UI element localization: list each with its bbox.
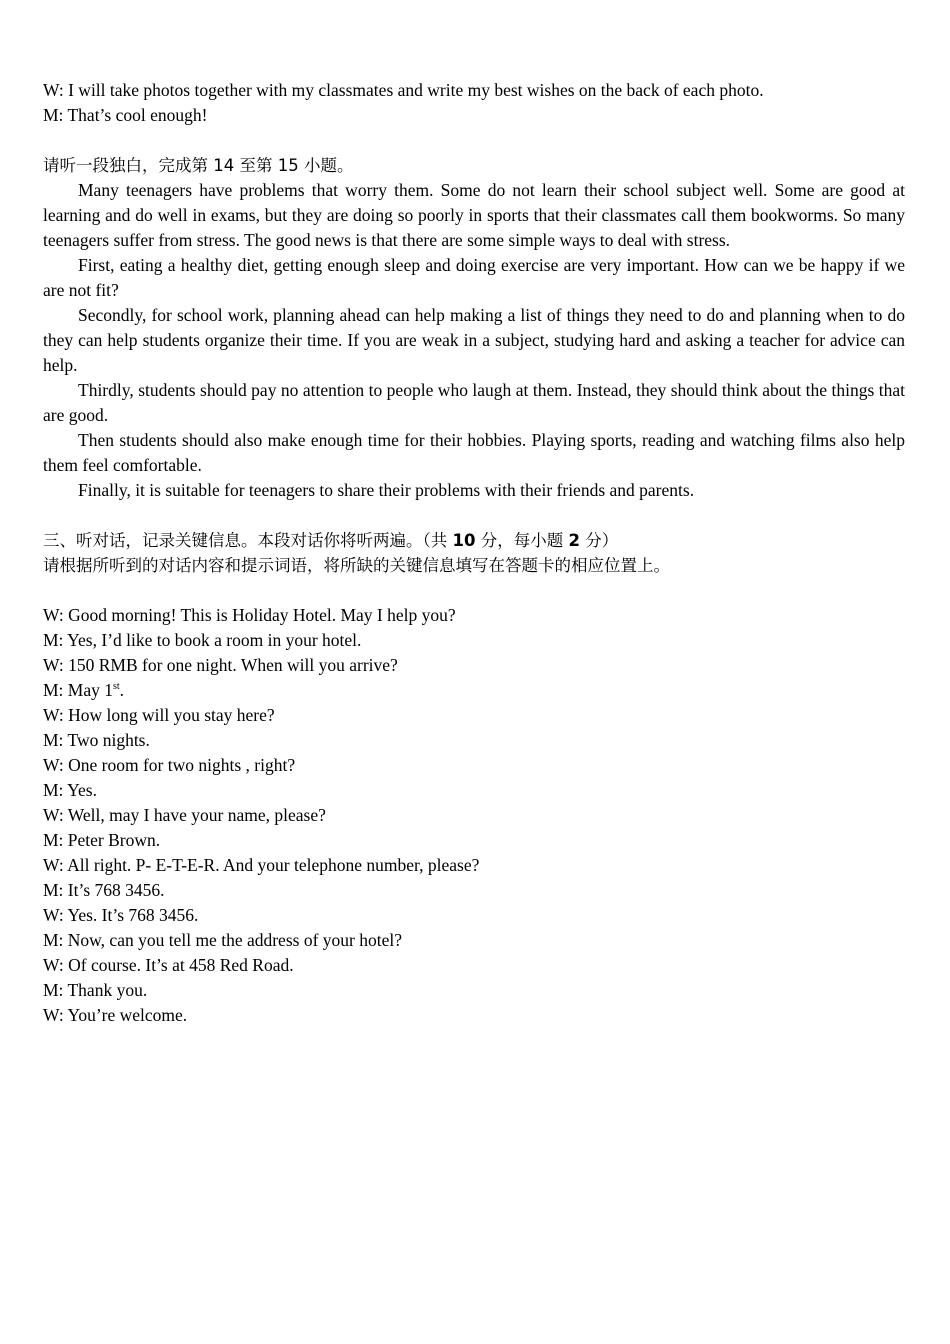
dialogue-line: M: Yes.: [43, 780, 97, 800]
dialogue-line: [43, 678, 905, 703]
monologue-heading: 请听一段独白，完成第 14 至第 15 小题。: [43, 156, 354, 175]
each-points: 2: [568, 531, 580, 550]
dialogue-line: W: Of course. It’s at 458 Red Road.: [43, 955, 294, 975]
dialogue-line: M: That’s cool enough!: [43, 105, 208, 125]
dialogue-text: .: [119, 680, 125, 700]
monologue-paragraph: Secondly, for school work, planning ahead can help making a list of things they need to do and planning when to do they can help students organize their time. If you are weak in a subject, studying hard and asking a teacher for advice can help.: [43, 305, 905, 375]
dialogue-line: W: Good morning! This is Holiday Hotel. May I help you?: [43, 605, 456, 625]
dialogue-line: W: Well, may I have your name, please?: [43, 805, 326, 825]
total-points: 10: [452, 531, 476, 550]
dialogue-line: M: Thank you.: [43, 980, 148, 1000]
monologue-paragraph: Then students should also make enough time for their hobbies. Playing sports, reading and watching films also help them feel comfortable.: [43, 430, 905, 475]
dialogue-line: W: Yes. It’s 768 3456.: [43, 905, 199, 925]
document-page: [43, 78, 905, 1028]
monologue-paragraph: Many teenagers have problems that worry them. Some do not learn their school subject well. Some are good at learning and do well in exams, but they are doing so poorly in sports that their classmates call them bookworms. So many teenagers suffer from stress. The good news is that there are some simple ways to deal with stress.: [43, 180, 905, 250]
dialogue-text: M: May 1: [43, 680, 113, 700]
ordinal-superscript: st: [113, 681, 120, 693]
monologue-paragraph: First, eating a healthy diet, getting enough sleep and doing exercise are very important. How can we be happy if we are not fit?: [43, 255, 905, 300]
dialogue-line: W: One room for two nights , right?: [43, 755, 296, 775]
section-title-text: 三、听对话，记录关键信息。本段对话你将听两遍。（共: [43, 531, 453, 550]
spacer: [43, 503, 905, 528]
section-title-text: 分，每小题: [475, 531, 569, 550]
section-title: [43, 528, 905, 553]
spacer: [43, 128, 905, 153]
dialogue-line: W: All right. P- E-T-E-R. And your telephone number, please?: [43, 855, 480, 875]
spacer: [43, 578, 905, 603]
dialogue-line: M: Peter Brown.: [43, 830, 161, 850]
dialogue-line: M: Yes, I’d like to book a room in your hotel.: [43, 630, 362, 650]
section-title-text: 分）: [579, 531, 619, 550]
dialogue-line: M: Two nights.: [43, 730, 150, 750]
monologue-paragraph: Finally, it is suitable for teenagers to share their problems with their friends and parents.: [78, 480, 695, 500]
section-instruction: 请根据所听到的对话内容和提示词语，将所缺的关键信息填写在答题卡的相应位置上。: [43, 556, 670, 575]
dialogue-line: M: Now, can you tell me the address of your hotel?: [43, 930, 402, 950]
dialogue-line: W: You’re welcome.: [43, 1005, 188, 1025]
dialogue-line: W: I will take photos together with my classmates and write my best wishes on the back of each photo.: [43, 80, 764, 100]
dialogue-line: W: 150 RMB for one night. When will you arrive?: [43, 655, 398, 675]
dialogue-line: M: It’s 768 3456.: [43, 880, 165, 900]
dialogue-line: W: How long will you stay here?: [43, 705, 275, 725]
monologue-paragraph: Thirdly, students should pay no attention to people who laugh at them. Instead, they should think about the things that are good.: [43, 380, 905, 425]
